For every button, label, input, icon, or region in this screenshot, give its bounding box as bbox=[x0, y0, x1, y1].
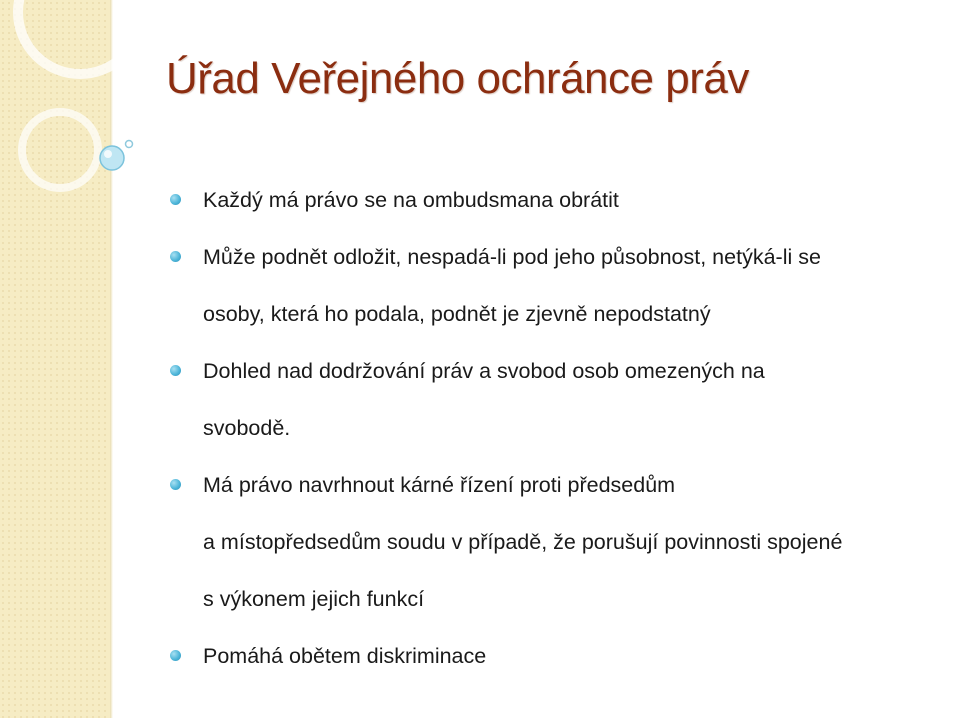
bullet-item bbox=[168, 229, 938, 343]
bullet-line: Dohled nad dodržování práv a svobod osob omezených na bbox=[203, 359, 765, 383]
slide-title: Úřad Veřejného ochránce práv bbox=[166, 54, 749, 103]
bullet-dot-icon bbox=[170, 479, 181, 490]
bullet-line: a místopředsedům soudu v případě, že porušují povinnosti spojené bbox=[203, 530, 843, 554]
bullet-dot-icon bbox=[170, 650, 181, 661]
bullet-item bbox=[168, 343, 938, 457]
bullet-line: svobodě. bbox=[203, 416, 291, 440]
bullet-list bbox=[168, 172, 938, 685]
bullet-dot-icon bbox=[170, 251, 181, 262]
bullet-line: Může podnět odložit, nespadá-li pod jeho působnost, netýká-li se bbox=[203, 245, 821, 269]
bullet-line: Každý má právo se na ombudsmana obrátit bbox=[203, 188, 619, 212]
bullet-item bbox=[168, 172, 938, 229]
bullet-line: Má právo navrhnout kárné řízení proti předsedům bbox=[203, 473, 676, 497]
bullet-item bbox=[168, 457, 938, 628]
bullet-dot-icon bbox=[170, 365, 181, 376]
bullet-line: Pomáhá obětem diskriminace bbox=[203, 644, 487, 668]
bullet-item bbox=[168, 628, 938, 685]
bullet-line: s výkonem jejich funkcí bbox=[203, 587, 425, 611]
bullet-line: osoby, která ho podala, podnět je zjevně nepodstatný bbox=[203, 302, 711, 326]
bullet-dot-icon bbox=[170, 194, 181, 205]
